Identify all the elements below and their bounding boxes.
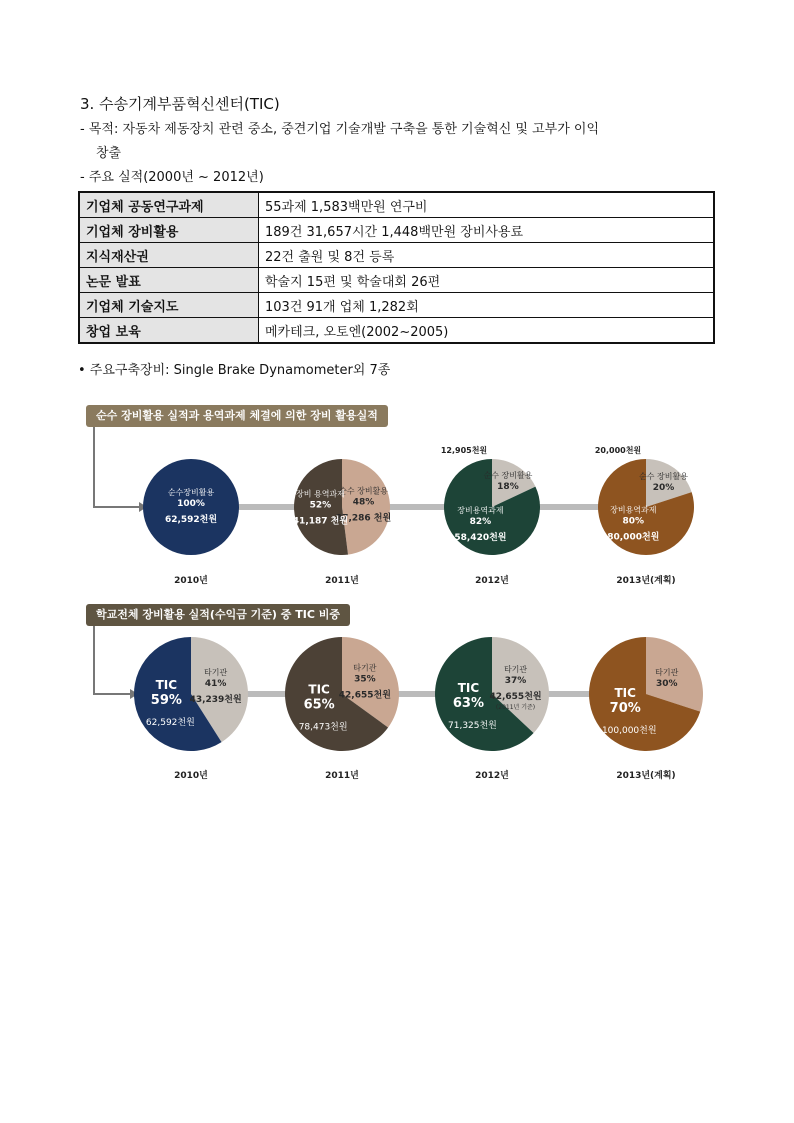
row-value: 103건 91개 업체 1,282회 [259,293,715,318]
slice-value: 62,592천원 [164,515,218,525]
section-heading: 3. 수송기계부품혁신센터(TIC) [80,95,280,113]
year-label: 2012년 [475,576,509,586]
table-row [79,243,714,268]
purpose-line: - 목적: 자동차 제동장치 관련 중소, 중견기업 기술개발 구축을 통한 기술혁신 및 고부가 이익 [80,122,600,137]
slice-percent: 65% [303,697,335,713]
slice-label: TIC [308,682,330,697]
year-label: 2011년 [325,576,359,586]
row-value: 22건 출원 및 8건 등록 [259,243,715,268]
pie-chart [598,459,694,555]
chart-title: 순수 장비활용 실적과 용역과제 체결에 의한 장비 활용실적 [86,405,388,427]
slice-percent: 82% [469,517,492,528]
slice-value: 43,239천원 [189,694,242,705]
pie-chart [293,459,392,555]
purpose-line-continued: 창출 [96,146,122,161]
slice-label: TIC [155,678,178,693]
pie-chart [435,637,549,751]
slice-value: 37,286 천원 [335,513,392,524]
table-row [79,268,714,293]
slice-label: 순수 장비활용 [483,470,533,480]
slice-label: 타기관 [503,664,528,674]
row-label: 기업체 기술지도 [79,293,259,318]
year-label: 2011년 [325,771,359,781]
slice-value: 42,655천원 [489,691,542,702]
slice-percent: 59% [150,693,182,709]
slice-percent: 100% [177,499,205,509]
table-row [79,293,714,318]
pie-chart [589,637,703,751]
connector-bar [538,504,600,510]
slice-percent: 41% [204,678,227,689]
year-label: 2010년 [174,576,208,586]
slice-value: 58,420천원 [454,533,507,544]
connector-bar [246,691,287,697]
pie-chart [134,637,248,751]
row-label: 기업체 장비활용 [79,218,259,243]
slice-label: 순수 장비활용 [639,471,688,481]
table-row [79,218,714,243]
slice-percent: 20% [652,482,675,493]
connector-bar [547,691,591,697]
table-row [79,192,714,218]
slice-label: 순수장비활용 [167,488,215,497]
chart-title: 학교전체 장비활용 실적(수익금 기준) 중 TIC 비중 [86,604,350,626]
equipment-usage-chart [86,405,716,590]
equipment-usage-pies [86,405,716,590]
row-value: 55과제 1,583백만원 연구비 [259,192,715,218]
slice-label: 장비용역과제 [610,505,657,515]
row-value: 189건 31,657시간 1,448백만원 장비사용료 [259,218,715,243]
tic-share-pies [86,604,716,786]
slice-label: TIC [457,681,480,696]
connector-bar [388,504,446,510]
slice-percent: 18% [497,481,519,492]
tic-share-chart [86,604,716,786]
slice-percent: 48% [352,497,375,508]
slice-percent: 63% [452,696,485,712]
slice-label: 순수 장비활용 [339,486,389,496]
pie-chart [143,459,239,555]
equipment-note: • 주요구축장비: Single Brake Dynamometer외 7종 [78,363,391,378]
results-table [78,191,715,344]
slice-value: 42,655천원 [338,690,391,701]
slice-percent: 70% [609,701,641,717]
slice-label: 장비용역과제 [457,506,504,516]
results-intro: - 주요 실적(2000년 ~ 2012년) [80,170,264,185]
row-label: 지식재산권 [79,243,259,268]
slice-label: 타기관 [655,667,679,677]
pie-chart [285,637,399,751]
year-label: 2013년(계획) [616,576,676,586]
slice-percent: 30% [655,678,678,689]
slice-percent: 35% [354,674,376,685]
row-value: 학술지 15편 및 학술대회 26편 [259,268,715,293]
slice-value: 71,325천원 [448,721,497,732]
connector-line [94,626,130,694]
slice-percent: 80% [622,516,645,527]
connector-bar [237,504,296,510]
row-label: 기업체 공동연구과제 [79,192,259,218]
slice-value: 41,187 천원 [292,516,349,527]
connector-line [94,427,139,507]
slice-label: TIC [614,686,636,701]
pie-chart [444,459,540,555]
row-label: 논문 발표 [79,268,259,293]
year-label: 2010년 [174,771,208,781]
slice-value: 62,592천원 [145,718,195,729]
slice-value: 78,473천원 [298,722,348,733]
year-label: 2012년 [475,771,509,781]
slice-value: 80,000천원 [607,532,660,543]
connector-bar [397,691,437,697]
row-value: 메카테크, 오토엔(2002~2005) [259,318,715,344]
slice-label: 타기관 [353,663,377,673]
year-label: 2013년(계획) [616,771,676,781]
slice-percent: 52% [309,500,332,511]
slice-label: 타기관 [204,667,228,677]
slice-label: 장비 용역과제 [295,489,345,499]
slice-note: (2011년 기준) [495,703,536,711]
row-label: 창업 보육 [79,318,259,344]
table-row [79,318,714,344]
outside-value: 12,905천원 [440,446,488,455]
slice-value: 100,000천원 [601,726,657,737]
slice-percent: 37% [504,675,527,686]
outside-value: 20,000천원 [594,446,642,455]
